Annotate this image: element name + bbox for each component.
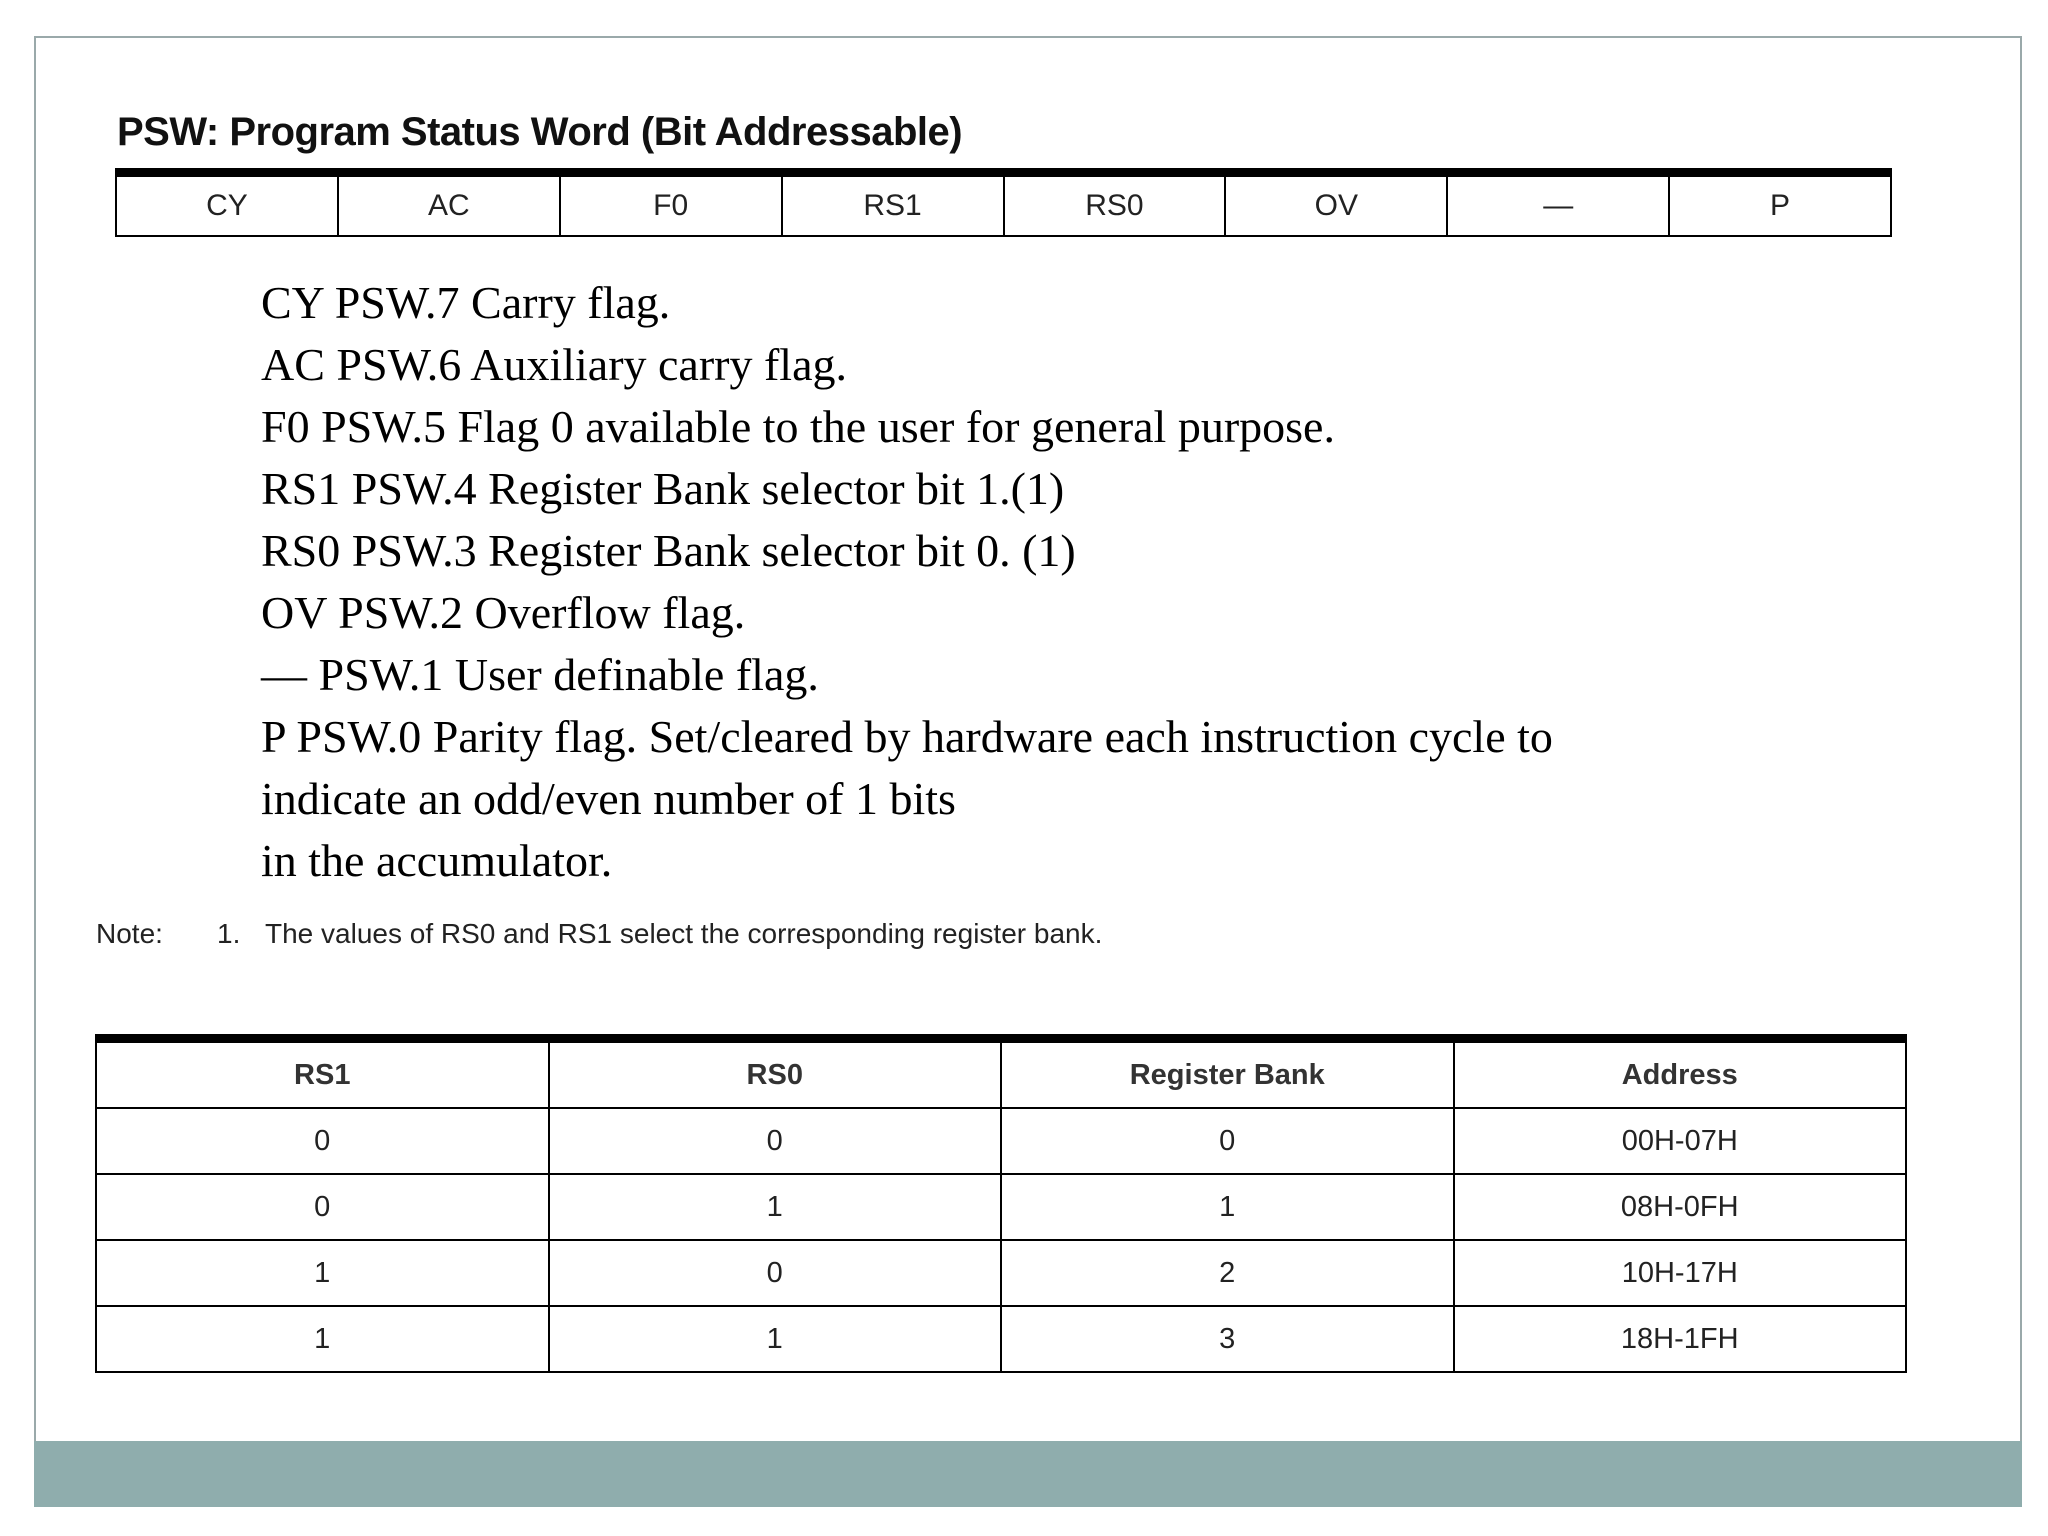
desc-line: — PSW.1 User definable flag.: [261, 649, 819, 700]
note-number: 1.: [217, 918, 241, 949]
column-header: Register Bank: [1001, 1039, 1454, 1109]
column-header: RS0: [549, 1039, 1002, 1109]
table-cell: 1: [1001, 1174, 1454, 1240]
table-cell: 0: [96, 1174, 549, 1240]
psw-bit-table: [115, 168, 1892, 237]
column-header: Address: [1454, 1039, 1907, 1109]
table-cell: 2: [1001, 1240, 1454, 1306]
desc-line: in the accumulator.: [261, 835, 613, 886]
desc-line: RS0 PSW.3 Register Bank selector bit 0. (1): [261, 525, 1076, 576]
note-label: Note:: [96, 918, 163, 949]
table-row: [96, 1240, 1906, 1306]
table-cell: 1: [96, 1240, 549, 1306]
desc-line: RS1 PSW.4 Register Bank selector bit 1.(1): [261, 463, 1065, 514]
table-cell: 3: [1001, 1306, 1454, 1372]
footer-band: [34, 1441, 2022, 1507]
psw-bit-cell: AC: [338, 173, 560, 237]
desc-line: OV PSW.2 Overflow flag.: [261, 587, 746, 638]
register-bank-table: [95, 1034, 1907, 1373]
table-cell: 08H-0FH: [1454, 1174, 1907, 1240]
psw-bit-cell: OV: [1225, 173, 1447, 237]
note: [96, 918, 1102, 950]
table-cell: 0: [549, 1240, 1002, 1306]
desc-line: F0 PSW.5 Flag 0 available to the user for general purpose.: [261, 401, 1335, 452]
flag-descriptions: [261, 272, 1553, 892]
table-row: [96, 1174, 1906, 1240]
desc-line: P PSW.0 Parity flag. Set/cleared by hardware each instruction cycle to: [261, 711, 1553, 762]
psw-bit-cell: P: [1669, 173, 1891, 237]
table-row: [96, 1108, 1906, 1174]
desc-line: indicate an odd/even number of 1 bits: [261, 773, 956, 824]
table-cell: 0: [549, 1108, 1002, 1174]
psw-bit-cell: F0: [560, 173, 782, 237]
table-header-row: [96, 1039, 1906, 1109]
note-text: The values of RS0 and RS1 select the corresponding register bank.: [265, 918, 1103, 949]
psw-bit-row: [116, 173, 1891, 237]
table-cell: 1: [549, 1174, 1002, 1240]
column-header: RS1: [96, 1039, 549, 1109]
psw-bit-cell: —: [1447, 173, 1669, 237]
table-cell: 1: [549, 1306, 1002, 1372]
table-cell: 1: [96, 1306, 549, 1372]
table-cell: 0: [96, 1108, 549, 1174]
psw-bit-cell: CY: [116, 173, 338, 237]
table-row: [96, 1306, 1906, 1372]
table-cell: 0: [1001, 1108, 1454, 1174]
desc-line: AC PSW.6 Auxiliary carry flag.: [261, 339, 848, 390]
psw-bit-cell: RS1: [782, 173, 1004, 237]
table-cell: 18H-1FH: [1454, 1306, 1907, 1372]
table-cell: 10H-17H: [1454, 1240, 1907, 1306]
psw-title: PSW: Program Status Word (Bit Addressable): [117, 110, 963, 154]
desc-line: CY PSW.7 Carry flag.: [261, 277, 671, 328]
psw-bit-cell: RS0: [1004, 173, 1226, 237]
table-cell: 00H-07H: [1454, 1108, 1907, 1174]
